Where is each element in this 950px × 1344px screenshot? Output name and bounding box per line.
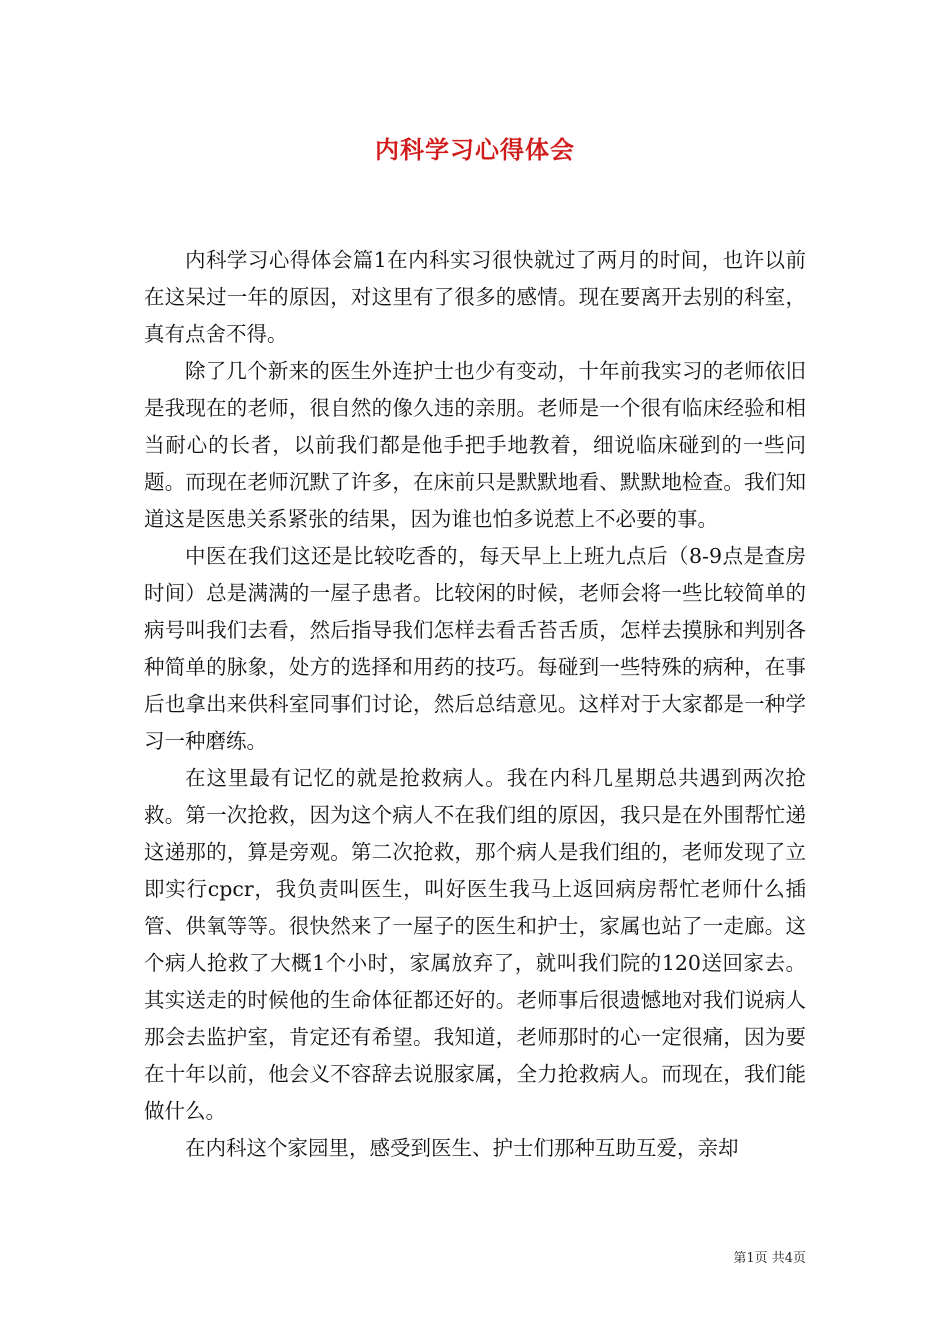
page-number-footer: 第1页 共4页 (733, 1251, 806, 1266)
paragraph: 内科学习心得体会篇1在内科实习很快就过了两月的时间，也许以前在这呆过一年的原因，对这里有了很多的感情。现在要离开去别的科室，真有点舍不得。 (144, 248, 806, 346)
paragraph: 在这里最有记忆的就是抢救病人。我在内科几星期总共遇到两次抢救。第一次抢救，因为这个病人不在我们组的原因，我只是在外围帮忙递这递那的，算是旁观。第二次抢救，那个病人是我们组的，老师发现了立即实行cpcr，我负责叫医生，叫好医生我马上返回病房帮忙老师什么插管、供氧等等。很快然来了一屋子的医生和护士，家属也站了一走廊。这个病人抢救了大概1个小时，家属放弃了，就叫我们院的120送回家去。其实送走的时候他的生命体征都还好的。老师事后很遗憾地对我们说病人那会去监护室，肯定还有希望。我知道，老师那时的心一定很痛，因为要在十年以前，他会义不容辞去说服家属，全力抢救病人。而现在，我们能做什么。 (144, 766, 806, 1123)
paragraph: 在内科这个家园里，感受到医生、护士们那种互助互爱，亲却 (185, 1136, 739, 1160)
paragraph: 中医在我们这还是比较吃香的，每天早上上班九点后（8-9点是查房时间）总是满满的一屋子患者。比较闲的时候，老师会将一些比较简单的病号叫我们去看，然后指导我们怎样去看舌苔舌质，怎样去摸脉和判别各种简单的脉象，处方的选择和用药的技巧。每碰到一些特殊的病种，在事后也拿出来供科室同事们讨论，然后总结意见。这样对于大家都是一种学习一种磨练。 (144, 544, 806, 753)
page-title: 内科学习心得体会 (375, 135, 575, 164)
document-body (144, 242, 806, 1167)
paragraph: 除了几个新来的医生外连护士也少有变动，十年前我实习的老师依旧是我现在的老师，很自然的像久违的亲朋。老师是一个很有临床经验和相当耐心的长者，以前我们都是他手把手地教着，细说临床碰到的一些问题。而现在老师沉默了许多，在床前只是默默地看、默默地检查。我们知道这是医患关系紧张的结果，因为谁也怕多说惹上不必要的事。 (144, 359, 806, 531)
